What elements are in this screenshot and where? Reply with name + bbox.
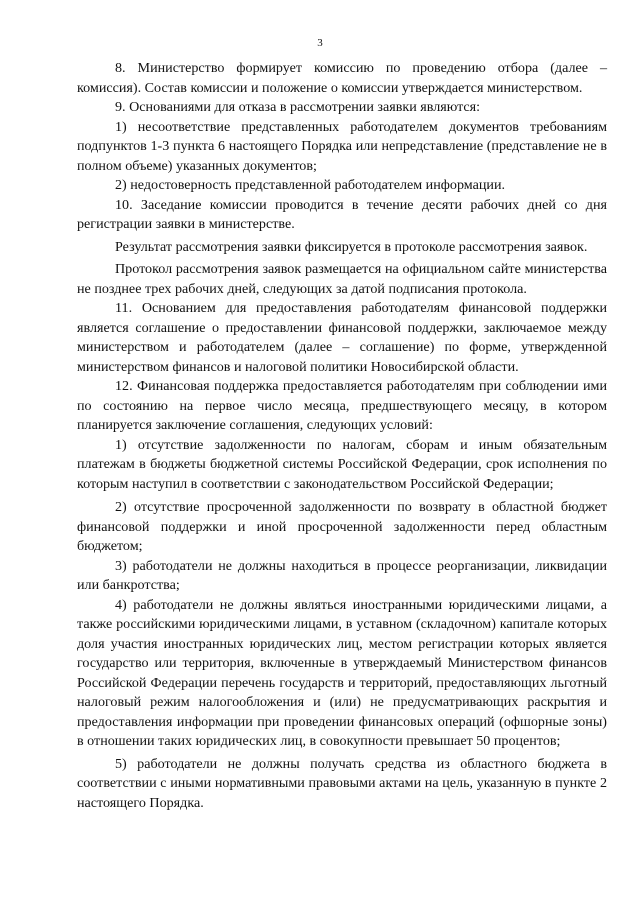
paragraph-11: 11. Основанием для предоставления работодателям финансовой поддержки является соглашение о предоставлении финансовой поддержки, заключаемое между министерством и работодателем (далее – соглашение) по форме, утвержденной министерством финансов и налоговой политики Новосибирской области. bbox=[77, 300, 607, 375]
paragraph-12: 12. Финансовая поддержка предоставляется работодателям при соблюдении ими по состоянию на первое число месяца, предшествующего месяцу, в котором планируется заключение соглашения, следующих условий: bbox=[77, 378, 607, 433]
paragraph-10-protocol: Протокол рассмотрения заявок размещается на официальном сайте министерства не позднее трех рабочих дней, следующих за датой подписания протокола. bbox=[77, 261, 607, 297]
paragraph-10: 10. Заседание комиссии проводится в течение десяти рабочих дней со дня регистрации заявки в министерстве. bbox=[77, 196, 607, 232]
paragraph-10-result: Результат рассмотрения заявки фиксируется в протоколе рассмотрения заявок. bbox=[115, 238, 588, 255]
paragraph-9-item-2: 2) недостоверность представленной работодателем информации. bbox=[115, 177, 506, 193]
document-body bbox=[77, 59, 607, 813]
paragraph-12-item-5: 5) работодатели не должны получать средства из областного бюджета в соответствии с иными нормативными правовыми актами на цель, указанную в пункте 2 настоящего Порядка. bbox=[77, 755, 607, 811]
page-number: 3 bbox=[317, 37, 323, 49]
paragraph-12-item-1: 1) отсутствие задолженности по налогам, сборам и иным обязательным платежам в бюджеты бюджетной системы Российской Федерации, срок исполнения по которым наступил в соответствии с законодательством Российской Федерации; bbox=[77, 436, 607, 492]
paragraph-9: 9. Основаниями для отказа в рассмотрении заявки являются: bbox=[115, 99, 481, 115]
paragraph-8: 8. Министерство формирует комиссию по проведению отбора (далее – комиссия). Состав комиссии и положение о комиссии утверждается министерством. bbox=[77, 60, 607, 96]
paragraph-12-item-4: 4) работодатели не должны являться иностранными юридическими лицами, а также российскими юридическими лицами, в уставном (складочном) капитале которых доля участия иностранных юридических лиц, местом регистрации которых является государство или территория, включенные в утверждаемый Министерством финансов Российской Федерации перечень государств и территорий, предоставляющих льготный налоговый режим налогообложения и (или) не предусматривающих раскрытия и предоставления информации при проведении финансовых операций (офшорные зоны) в отношении таких юридических лиц, в совокупности превышает 50 процентов; bbox=[77, 596, 607, 749]
paragraph-12-item-2: 2) отсутствие просроченной задолженности по возврату в областной бюджет финансовой поддержки и иной просроченной задолженности перед областным бюджетом; bbox=[77, 499, 607, 554]
paragraph-9-item-1: 1) несоответствие представленных работодателем документов требованиям подпунктов 1-3 пункта 6 настоящего Порядка или непредставление (представление не в полном объеме) указанных документов; bbox=[77, 118, 607, 174]
paragraph-12-item-3: 3) работодатели не должны находиться в процессе реорганизации, ликвидации или банкротства; bbox=[77, 557, 607, 593]
